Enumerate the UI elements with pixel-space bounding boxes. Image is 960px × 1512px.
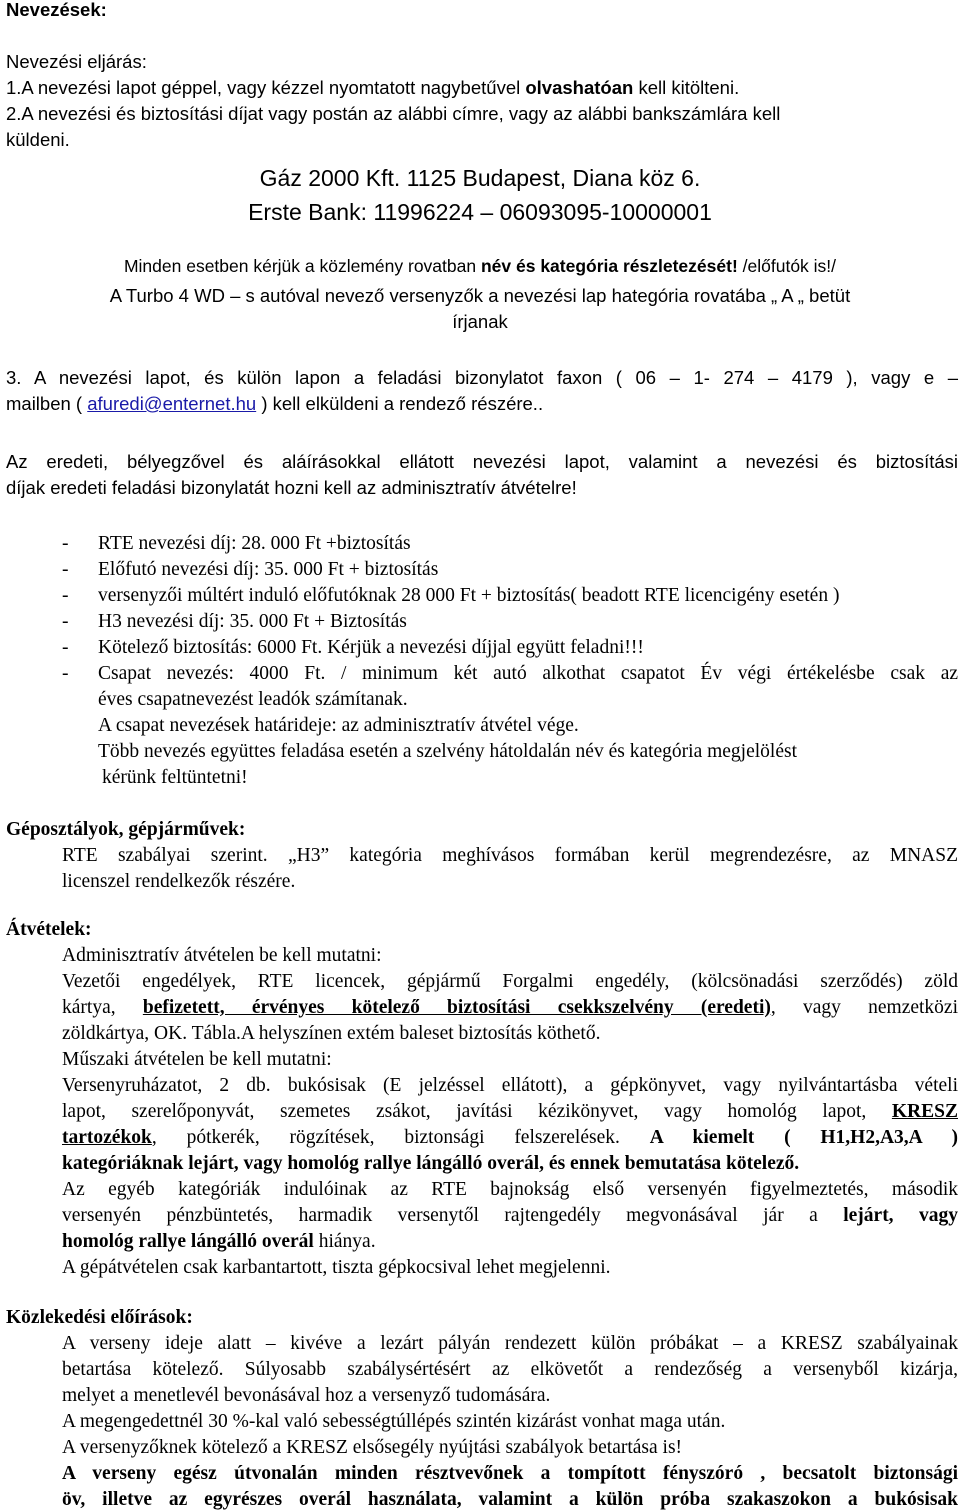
note-a: Minden esetben kérjük a közlemény rovatban [123,256,481,276]
other-l2-bold: lejárt, vagy [843,1205,958,1226]
tech-l3-a: tartozékok [62,1127,152,1148]
other-l3-b: hiánya. [313,1231,376,1252]
admin-line2 [62,996,958,1020]
kozlekedesi-title: Közlekedési előírások: [6,1307,193,1328]
list-dash: - [62,611,69,632]
tech-line1: Versenyruházatot, 2 db. bukósisak (E jelzéssel ellátott), a gépkönyvet, vagy nyilvántartásba vételi [62,1075,958,1096]
p1-a: 1.A nevezési lapot géppel, vagy kézzel nyomtatott nagybetűvel [6,77,526,98]
team-line2: éves csapatnevezést leadók számítanak. [98,689,408,710]
kozlekedesi-line1: A verseny ideje alatt – kivéve a lezárt pályán rendezett külön próbákat – a KRESZ szabályainak [62,1333,958,1354]
list-dash: - [62,663,69,684]
other-l3-bold: homológ rallye lángálló overál [62,1231,314,1252]
admin-l2-bold: befizetett, érvényes kötelező biztosítási csekkszelvény (eredeti) [142,997,771,1018]
tech-line2 [62,1100,958,1124]
kozlemeny-note [0,254,960,278]
admin-l2-a: kártya, [62,997,143,1018]
atvetelek-title: Átvételek: [6,919,92,940]
p1-c: kell kitölteni. [633,77,740,98]
admin-title: Adminisztratív átvételen be kell mutatni: [62,945,382,966]
list-item-text: H3 nevezési díj: 35. 000 Ft + Biztosítás [98,611,407,632]
eljaras-p1 [6,76,960,100]
p3-a: mailben ( [6,393,88,414]
kozlekedesi-line3: melyet a menetlevél bevonásával hoz a versenyző tudomására. [62,1385,551,1406]
list-item-text: RTE nevezési díj: 28. 000 Ft +biztosítás [98,533,411,554]
geposztalyok-line1: RTE szabályai szerint. „H3” kategória meghívásos formában kerül megrendezésre, az MNASZ [62,845,958,866]
address-line: Gáz 2000 Kft. 1125 Budapest, Diana köz 6. [259,165,701,191]
email-link[interactable]: afuredi@enternet.hu [87,393,257,414]
other-line2 [62,1204,958,1228]
note-c: /előfutók is!/ [737,256,837,276]
tech-l2-a: lapot, szerelőponyvát, szemetes zsákot, javítási kézikönyvet, vagy homológ lapot, [62,1101,892,1122]
kozlekedesi-line5: A versenyzőknek kötelező a KRESZ elsősegély nyújtási szabályok betartása is! [62,1437,683,1458]
geposztalyok-title: Géposztályok, gépjárművek: [6,819,246,840]
tech-line3 [62,1126,958,1150]
original-docs-line1: Az eredeti, bélyegzővel és aláírásokkal ellátott nevezési lapot, valamint a nevezési és biztosítási [6,451,958,472]
p3-b: ) kell elküldeni a rendező részére.. [256,393,544,414]
tech-l2-bold: KRESZ [891,1101,958,1122]
turbo-note-line1: A Turbo 4 WD – s autóval nevező versenyzők a nevezési lap hategória rovatába „ A „ betüt [109,285,851,306]
list-item-text: Kötelező biztosítás: 6000 Ft. Kérjük a nevezési díjjal együtt feladni!!! [98,637,644,658]
team-deadline: A csapat nevezések határideje: az adminisztratív átvétel vége. [98,715,579,736]
other-line1: Az egyéb kategóriák indulóinak az RTE bajnokság első versenyén figyelmeztetés, második [62,1179,958,1200]
list-item-text: Csapat nevezés: 4000 Ft. / minimum két autó alkothat csapatot Év végi értékelésbe csak az [98,663,958,684]
eljaras-p2-line1: 2.A nevezési és biztosítási díjat vagy postán az alábbi címre, vagy az alábbi bankszámlára kell [6,103,781,124]
admin-line3: zöldkártya, OK. Tábla.A helyszínen extém baleset biztosítás köthető. [62,1023,601,1044]
eljaras-p2-line2: küldeni. [6,129,70,150]
original-docs-line2: díjak eredeti feladási bizonylatát hozni kell az adminisztratív átvételre! [6,477,577,498]
multi-entry-line2: kérünk feltüntetni! [102,767,248,788]
tech-l3-b: , pótkerék, rögzítések, biztonsági felszerelések. [151,1127,650,1148]
note-bold: név és kategória részletezését! [480,256,738,276]
kozlekedesi-line4: A megengedettnél 30 %-kal való sebességtúllépés szintén kizárást vonhat maga után. [62,1411,726,1432]
geposztalyok-line2: licenszel rendelkezők részére. [62,871,296,892]
eljaras-p3-line2 [6,392,960,416]
list-item-text: Előfutó nevezési díj: 35. 000 Ft + biztosítás [98,559,439,580]
list-dash: - [62,533,69,554]
eljaras-p3-line1: 3. A nevezési lapot, és külön lapon a feladási bizonylatot faxon ( 06 – 1- 274 – 4179 ), vagy e – [6,367,958,388]
list-dash: - [62,559,69,580]
admin-line1: Vezetői engedélyek, RTE licencek, gépjármű Forgalmi engedély, (kölcsönadási szerződés) zöld [62,971,958,992]
other-line3 [62,1230,960,1254]
p1-bold: olvashatóan [525,77,634,98]
tech-l3-c: A kiemelt ( H1,H2,A3,A ) [649,1127,959,1148]
multi-entry-line1: Több nevezés együttes feladása esetén a szelvény hátoldalán név és kategória megjelölést [98,741,798,762]
turbo-note-line2: írjanak [452,311,508,332]
car-condition-line: A gépátvételen csak karbantartott, tiszta gépkocsival lehet megjelenni. [62,1257,611,1278]
tech-title: Műszaki átvételen be kell mutatni: [62,1049,332,1070]
page-heading: Nevezések: [6,0,107,20]
kozlekedesi-line6: A verseny egész útvonalán minden résztvevőnek a tompított fényszóró , becsatolt biztonsági [62,1463,958,1484]
eljaras-title: Nevezési eljárás: [6,51,147,72]
list-dash: - [62,637,69,658]
tech-line4: kategóriáknak lejárt, vagy homológ rallye lángálló overál, és ennek bemutatása kötelező. [62,1153,800,1174]
kozlekedesi-line2: betartása kötelező. Súlyosabb szabálysértésért az elkövetőt a rendezőség a versenyből kizárja, [62,1359,958,1380]
admin-l2-c: , vagy nemzetközi [770,997,959,1018]
list-dash: - [62,585,69,606]
kozlekedesi-line7: öv, illetve az egyrészes overál használata, valamint a külön próba szakaszokon a bukósisak [62,1489,958,1510]
bank-line: Erste Bank: 11996224 – 06093095-10000001 [248,199,712,225]
list-item-text: versenyzői múltért induló előfutóknak 28 000 Ft + biztosítás( beadott RTE licencigény esetén ) [98,585,840,606]
other-l2-a: versenyén pénzbüntetés, harmadik versenytől rajtengedély megvonásával jár a [62,1205,844,1226]
